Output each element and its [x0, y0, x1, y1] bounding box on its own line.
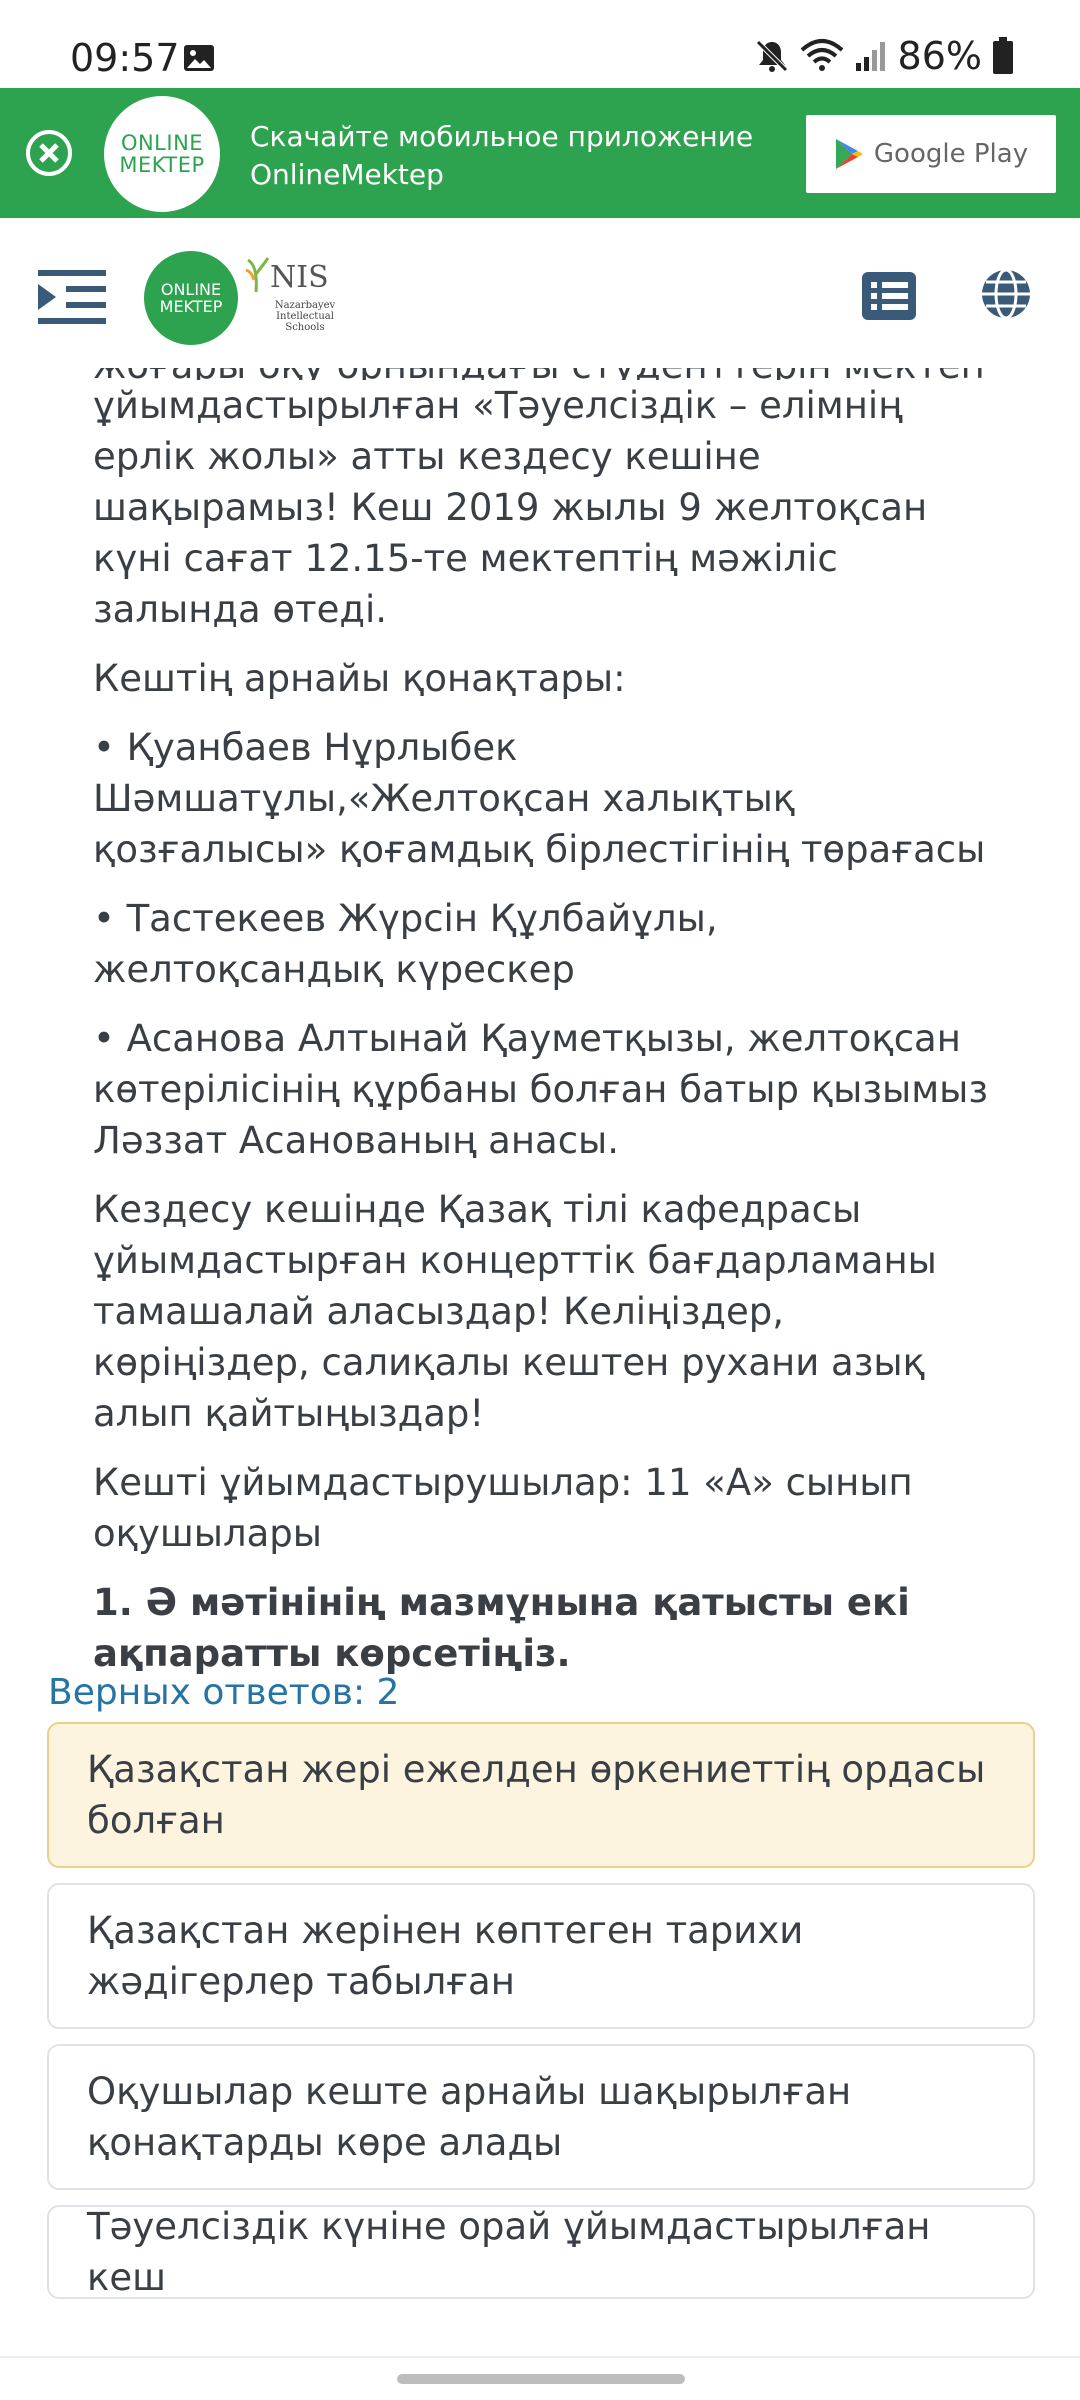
- close-icon[interactable]: [24, 128, 74, 178]
- battery-icon: [992, 37, 1014, 75]
- menu-icon[interactable]: [38, 268, 106, 328]
- signal-icon: [854, 39, 888, 73]
- question-text: 1. Ә мәтінінің мазмұнына қатысты екі ақпаратты көрсетіңіз.: [93, 1581, 910, 1675]
- battery-percent: 86%: [897, 34, 982, 78]
- nis-title: NIS: [270, 260, 329, 295]
- nis-subtitle: Nazarbayev Intellectual Schools: [274, 300, 336, 333]
- logo-text-line2: MEKTEP: [119, 153, 205, 177]
- guest-item: • Тастекеев Жүрсін Құлбайұлы, желтоқсандық күрескер: [93, 897, 718, 991]
- reading-text: [93, 340, 993, 1697]
- status-icons: [754, 34, 1014, 78]
- globe-icon[interactable]: [980, 268, 1032, 320]
- nis-logo: [244, 256, 334, 346]
- answer-option-1[interactable]: [47, 1722, 1035, 1868]
- guest-item: • Асанова Алтынай Қауметқызы, желтоқсан көтерілісінің құрбаны болған батыр қызымыз Ләззат Асанованың анасы.: [93, 1017, 989, 1162]
- answer-option-label: Тәуелсіздік күніне орай ұйымдастырылған кеш: [87, 2205, 931, 2299]
- google-play-label: Google Play: [873, 139, 1029, 169]
- guests-heading: Кештің арнайы қонақтары:: [93, 657, 626, 700]
- answer-option-label: Қазақстан жері ежелден өркениеттің ордасы болған: [87, 1748, 986, 1842]
- banner-text: [250, 118, 753, 194]
- top-header: [0, 218, 1080, 368]
- app-download-banner: [0, 88, 1080, 218]
- bottom-divider: [0, 2356, 1080, 2358]
- correct-answers-count: Верных ответов: 2: [48, 1672, 400, 1713]
- answer-option-3[interactable]: [47, 2044, 1035, 2190]
- header-logo-line1: ONLINE: [160, 280, 222, 299]
- answer-option-2[interactable]: [47, 1883, 1035, 2029]
- google-play-icon: [834, 137, 864, 171]
- list-icon[interactable]: [862, 272, 916, 320]
- banner-text-line2: OnlineMektep: [250, 158, 444, 191]
- answer-option-4[interactable]: [47, 2205, 1035, 2299]
- guest-item: • Қуанбаев Нұрлыбек Шәмшатұлы,«Желтоқсан халықтық қозғалысы» қоғамдық бірлестігінің төрағасы: [93, 726, 986, 871]
- onlinemektep-header-logo[interactable]: [144, 251, 238, 345]
- concert-paragraph: Кездесу кешінде Қазақ тілі кафедрасы ұйымдастырған концерттік бағдарламаны тамашалай аласыздар! Келіңіздер, көріңіздер, салиқалы кештен рухани азық алып қайтыңыздар!: [93, 1188, 937, 1435]
- nis-emblem-icon: [244, 256, 270, 296]
- header-logo-line2: MEKTEP: [159, 297, 223, 316]
- answer-option-label: Қазақстан жерінен көптеген тарихи жәдігерлер табылған: [87, 1909, 804, 2003]
- status-bar: [0, 0, 1080, 88]
- intro-paragraph: ұйымдастырылған «Тәуелсіздік – елімнің ерлік жолы» атты кездесу кешіне шақырамыз! Кеш 2019 жылы 9 желтоқсан күні сағат 12.15-те мектептің мәжіліс залында өтеді.: [93, 384, 928, 631]
- logo-text-line1: ONLINE: [120, 131, 204, 155]
- wifi-icon: [800, 38, 844, 74]
- google-play-button[interactable]: [806, 115, 1056, 193]
- onlinemektep-logo: [104, 96, 220, 212]
- organizers-paragraph: Кешті ұйымдастырушылар: 11 «А» сынып оқушылары: [93, 1461, 913, 1555]
- banner-text-line1: Скачайте мобильное приложение: [250, 120, 754, 153]
- answer-option-label: Оқушылар кеште арнайы шақырылған қонақтарды көре алады: [87, 2070, 852, 2164]
- mute-icon: [754, 38, 790, 74]
- status-time: 09:57: [70, 36, 180, 80]
- gallery-icon: [183, 44, 215, 72]
- gesture-nav-handle[interactable]: [397, 2374, 685, 2384]
